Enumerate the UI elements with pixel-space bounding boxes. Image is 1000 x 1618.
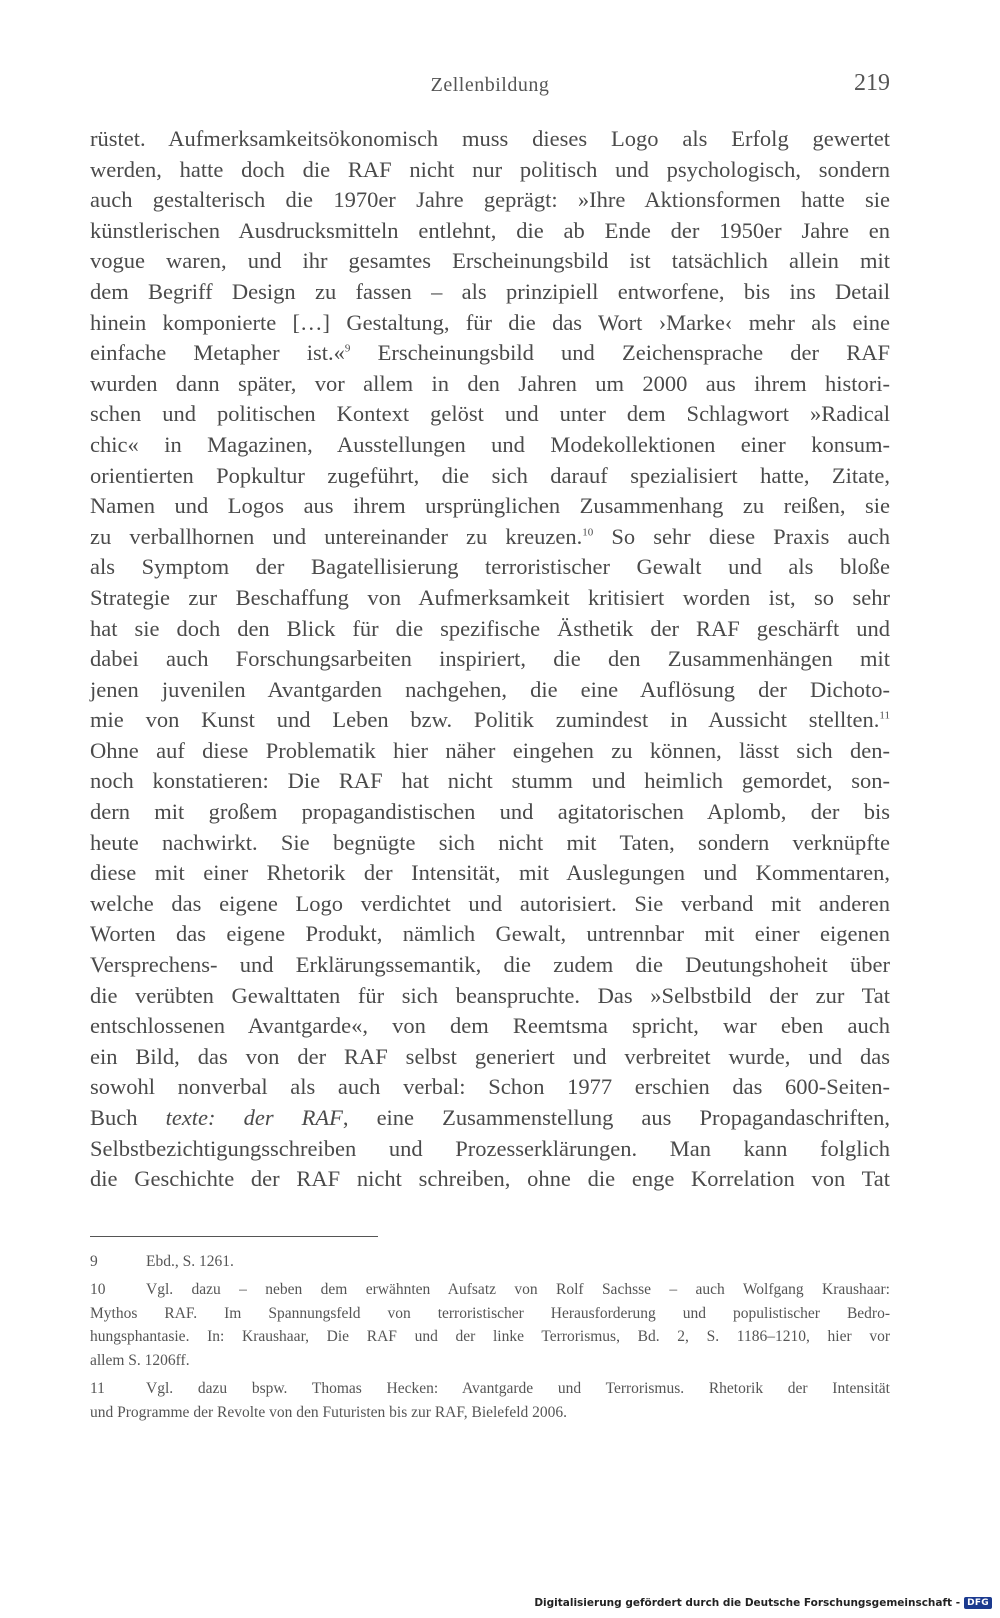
text-line: Worten das eigene Produkt, nämlich Gewalt, untrennbar mit einer eigenen [90, 921, 890, 947]
page-number: 219 [854, 70, 890, 96]
book-title-italic: texte: der RAF [165, 1105, 343, 1130]
text-line: orientierten Popkultur zugeführt, die sich darauf spezialisiert hatte, Zitate, [90, 462, 890, 488]
credit-text: Digitalisierung gefördert durch die Deutsche Forschungsgemeinschaft - [534, 1597, 961, 1609]
text-line: heute nachwirkt. Sie begnügte sich nicht mit Taten, sondern verknüpfte [90, 829, 890, 855]
text-segment: So sehr diese Praxis auch [611, 523, 891, 549]
text-line: diese mit einer Rhetorik der Intensität, mit Auslegungen und Kommentaren, [90, 860, 890, 886]
text-line: die Geschichte der RAF nicht schreiben, ohne die enge Korrelation von Tat [90, 1166, 890, 1192]
text-line: auch gestalterisch die 1970er Jahre geprägt: »Ihre Aktionsformen hatte sie [90, 187, 890, 213]
text-line: chic« in Magazinen, Ausstellungen und Modekollektionen einer konsum- [90, 431, 890, 457]
text-line: ein Bild, das von der RAF selbst generiert und verbreitet wurde, und das [90, 1043, 890, 1069]
text-line: welche das eigene Logo verdichtet und autorisiert. Sie verband mit anderen [90, 890, 890, 916]
text-line [90, 338, 890, 369]
text-line: Ohne auf diese Problematik hier näher eingehen zu können, lässt sich den- [90, 737, 890, 763]
footnote-line [90, 1250, 890, 1274]
text-line: werden, hatte doch die RAF nicht nur politisch und psychologisch, sondern [90, 156, 890, 182]
text-line [90, 705, 890, 736]
footnote-number: 11 [90, 1379, 105, 1397]
text-line: entschlossenen Avantgarde«, von dem Reemtsma spricht, war eben auch [90, 1013, 890, 1039]
footnote-10 [90, 1278, 890, 1373]
text-line: rüstet. Aufmerksamkeitsökonomisch muss dieses Logo als Erfolg gewertet [90, 126, 890, 151]
footnote-divider [90, 1236, 378, 1237]
text-segment: Buch [90, 1105, 138, 1130]
text-line: hat sie doch den Blick für die spezifische Ästhetik der RAF geschärft und [90, 615, 890, 641]
text-segment: , eine Zusammenstellung aus Propagandaschriften, [342, 1105, 890, 1130]
text-line: noch konstatieren: Die RAF hat nicht stumm und heimlich gemordet, son- [90, 768, 890, 794]
text-line: jenen juvenilen Avantgarden nachgehen, die eine Auflösung der Dichoto- [90, 676, 890, 702]
footnote-line [90, 1377, 890, 1401]
digitization-credit [534, 1594, 992, 1612]
text-line: dern mit großem propagandistischen und agitatorischen Aplomb, der bis [90, 799, 890, 825]
text-segment: zu verballhornen und untereinander zu kreuzen. [90, 523, 583, 549]
text-line: vogue waren, und ihr gesamtes Erscheinungsbild ist tatsächlich allein mit [90, 248, 890, 274]
text-line: als Symptom der Bagatellisierung terroristischer Gewalt und als bloße [90, 554, 890, 580]
footnote-9 [90, 1250, 890, 1274]
text-line [90, 1103, 890, 1134]
text-line: Selbstbezichtigungsschreiben und Prozesserklärungen. Man kann folglich [90, 1135, 890, 1161]
text-line: Strategie zur Beschaffung von Aufmerksamkeit kritisiert worden ist, so sehr [90, 584, 890, 610]
body-text [90, 124, 890, 1195]
footnote-line: und Programme der Revolte von den Futuristen bis zur RAF, Bielefeld 2006. [90, 1403, 568, 1421]
footnote-line: hungsphantasie. In: Kraushaar, Die RAF und der linke Terrorismus, Bd. 2, S. 1186–1210, hier vor [90, 1328, 890, 1346]
footnote-number: 10 [90, 1280, 106, 1298]
text-line: künstlerischen Ausdrucksmitteln entlehnt, die ab Ende der 1950er Jahre en [90, 217, 890, 243]
footnote-line [90, 1278, 890, 1302]
text-line: sowohl nonverbal als auch verbal: Schon 1977 erschien das 600-Seiten- [90, 1074, 890, 1100]
text-line [90, 522, 890, 553]
footnote-text: Ebd., S. 1261. [146, 1253, 234, 1270]
footnote-11 [90, 1377, 890, 1425]
footnote-line: Mythos RAF. Im Spannungsfeld von terroristischer Herausforderung und populistischer Bedro- [90, 1304, 890, 1322]
text-line: schen und politischen Kontext gelöst und unter dem Schlagwort »Radical [90, 401, 890, 427]
running-head [90, 70, 890, 110]
footnote-line: allem S. 1206ff. [90, 1352, 190, 1370]
dfg-logo[interactable]: DFG [964, 1597, 992, 1609]
text-segment: Erscheinungsbild und Zeichensprache der RAF [377, 340, 890, 366]
footnote-ref-9[interactable]: 9 [344, 342, 351, 355]
running-title: Zellenbildung [430, 74, 550, 96]
text-line: hinein komponierte […] Gestaltung, für die das Wort ›Marke‹ mehr als eine [90, 309, 890, 335]
text-line: Namen und Logos aus ihrem ursprünglichen Zusammenhang zu reißen, sie [90, 493, 890, 519]
footnote-text: Vgl. dazu bspw. Thomas Hecken: Avantgarde und Terrorismus. Rhetorik der Intensität [146, 1379, 890, 1397]
footnote-ref-11[interactable]: 11 [879, 709, 890, 722]
text-line: dabei auch Forschungsarbeiten inspiriert, die den Zusammenhängen mit [90, 646, 890, 672]
text-line: wurden dann später, vor allem in den Jahren um 2000 aus ihrem histori- [90, 370, 890, 396]
text-line: die verübten Gewalttaten für sich beanspruchte. Das »Selbstbild der zur Tat [90, 982, 890, 1008]
text-line: Versprechens- und Erklärungssemantik, die zudem die Deutungshoheit über [90, 952, 890, 978]
text-segment: mie von Kunst und Leben bzw. Politik zumindest in Aussicht stellten. [90, 707, 880, 733]
text-segment: einfache Metapher ist.« [90, 340, 345, 366]
footnote-ref-10[interactable]: 10 [582, 526, 594, 539]
footnotes [90, 1250, 890, 1425]
footnote-text: Vgl. dazu – neben dem erwähnten Aufsatz von Rolf Sachsse – auch Wolfgang Kraushaar: [146, 1280, 890, 1298]
book-page [90, 0, 890, 1618]
footnote-number: 9 [90, 1253, 98, 1270]
text-line: dem Begriff Design zu fassen – als prinzipiell entworfene, bis ins Detail [90, 278, 890, 304]
